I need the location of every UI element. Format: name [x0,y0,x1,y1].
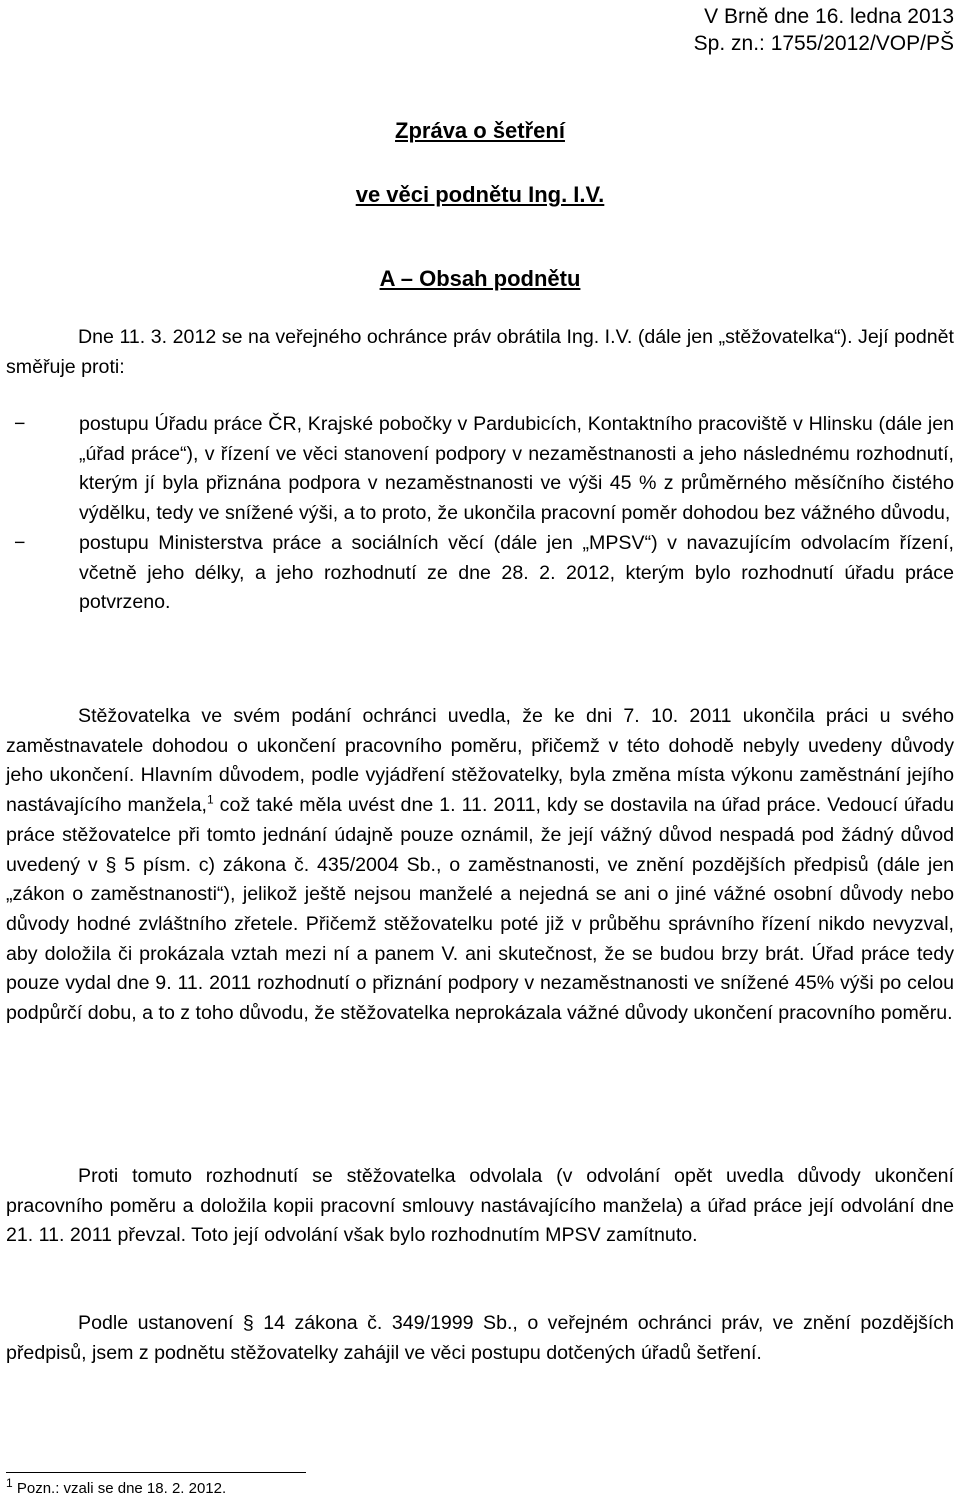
intro-paragraph: Dne 11. 3. 2012 se na veřejného ochránce práv obrátila Ing. I.V. (dále jen „stěžovatelka“). Její podnět směřuje proti: [6,326,954,378]
footnote-mark: 1 [6,1476,13,1490]
footnote [6,1476,227,1498]
paragraph-investigation: Podle ustanovení § 14 zákona č. 349/1999 Sb., o veřejném ochránci práv, ve znění pozdějších předpisů, jsem z podnětu stěžovatelky zahájil ve věci postupu dotčených úřadů šetření. [6,1312,954,1364]
footnote-separator [6,1472,306,1473]
paragraph-appeal: Proti tomuto rozhodnutí se stěžovatelka odvolala (v odvolání opět uvedla důvody ukončení pracovního poměru a doložila kopii pracovní smlouvy nastávajícího manžela) a úřad práce její odvolání dne 21. 11. 2011 převzal. Toto její odvolání však bylo rozhodnutím MPSV zamítnuto. [6,1165,954,1247]
footnote-text: Pozn.: vzali se dne 18. 2. 2012. [12,1480,227,1497]
section-heading-a: A – Obsah podnětu [379,266,581,291]
list-item [6,410,954,529]
paragraph-complaint-details [6,702,954,1029]
list-item-text: postupu Úřadu práce ČR, Krajské pobočky v Pardubicích, Kontaktního pracoviště v Hlinsku (dále jen „úřad práce“), v řízení ve věci stanovení podpory v nezaměstnanosti a jeho následnému rozhodnutí, kterým jí byla přiznána podpora v nezaměstnanosti ve výši 45 % z průměrného měsíčního čistého výdělku, tedy ve snížené výši, a to proto, že ukončila pracovní poměr dohodou bez vážného důvodu, [79,413,954,525]
footnote-reference: 1 [206,792,214,807]
dash-bullet: − [14,413,26,435]
header-place-date: V Brně dne 16. ledna 2013 [704,5,954,28]
header-file-number: Sp. zn.: 1755/2012/VOP/PŠ [693,32,954,55]
paragraph-text: což také měla uvést dne 1. 11. 2011, kdy se dostavila na úřad práce. Vedoucí úřadu práce stěžovatelce při tomto jednání údajně pouze oznámil, že její vážný důvod nespadá pod žádný důvod uvedený v § 5 písm. c) zákona č. 435/2004 Sb., o zaměstnanosti, ve znění pozdějších předpisů (dále jen „zákon o zaměstnanosti“), jelikož ještě nejsou manželé a nejedná se ani o jiné vážné osobní důvody nebo důvody hodné zvláštního zřetele. Přičemž stěžovatelku poté již v průběhu správního řízení nikdo nevyzval, aby doložila či prokázala vztah mezi ní a panem V. ani skutečnost, že se budou brzy brát. Úřad práce tedy pouze vydal dne 9. 11. 2011 rozhodnutí o přiznání podpory v nezaměstnanosti ve snížené 45% výši po celou podpůrčí dobu, a to z toho důvodu, že stěžovatelka neprokázala vážné důvody ukončení pracovního poměru. [6,794,955,1025]
paragraph-text: Stěžovatelka ve svém podání ochránci uvedla, že ke dni 7. 10. 2011 ukončila práci u svého zaměstnavatele dohodou o ukončení pracovního poměru, přičemž v této dohodě nebyly uvedeny důvody jeho ukončení. Hlavním důvodem, podle vyjádření stěžovatelky, byla změna místa výkonu zaměstnání jejího nastávajícího manžela, [6,705,954,817]
list-item-text: postupu Ministerstva práce a sociálních věcí (dále jen „MPSV“) v navazujícím odvolacím řízení, včetně jeho délky, a jeho rozhodnutí ze dne 28. 2. 2012, kterým bylo rozhodnutí úřadu práce potvrzeno. [79,531,954,614]
complaint-list [6,410,954,618]
document-subtitle: ve věci podnětu Ing. I.V. [355,182,605,207]
list-item [6,529,954,618]
dash-bullet: − [14,531,26,554]
document-title: Zpráva o šetření [395,118,565,143]
